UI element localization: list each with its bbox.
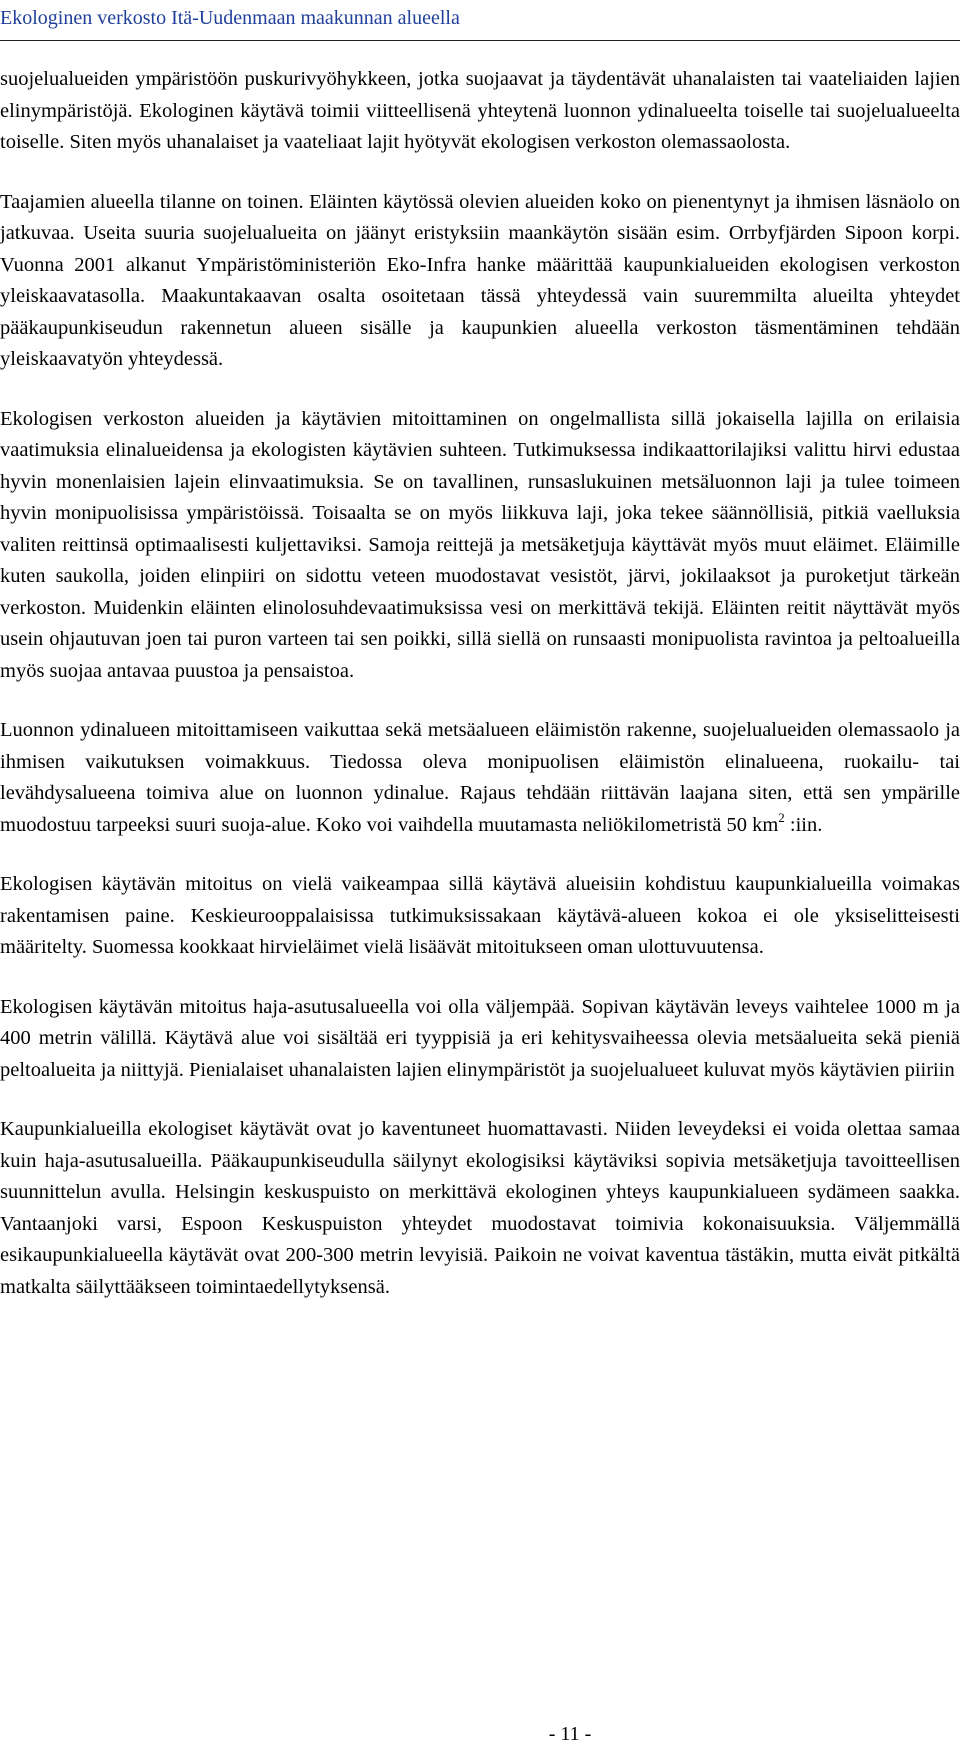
header-rule xyxy=(0,40,960,41)
paragraph-urban-corridors: Kaupunkialueilla ekologiset käytävät ovat jo kaventuneet huomattavasti. Niiden leveydeksi ei voida olettaa samaa kuin haja-asutusalueilla. Pääkaupunkiseudulla säilynyt ekologisiksi käytäviksi sopivia metsäketjuja tavoitteellisen suunnittelun avulla. Helsingin keskuspuisto on merkittävä ekologinen yhteys kaupunkialueen sydämeen saakka. Vantaanjoki varsi, Espoon Keskuspuiston yhteydet muodostavat toimivia kokonaisuuksia. Väljemmällä esikaupunkialueella käytävät ovat 200-300 metrin levyisiä. Paikoin ne voivat kaventua tästäkin, mutta eivät pitkältä matkalta säilyttääkseen toimintaedellytyksensä. xyxy=(0,1118,960,1298)
page-number: - 11 - xyxy=(548,1723,592,1745)
core-area-suffix: :iin. xyxy=(784,813,823,836)
paragraph-rural-corridors: Ekologisen käytävän mitoitus haja-asutusalueella voi olla väljempää. Sopivan käytävän leveys vaihtelee 1000 m ja 400 metrin välillä. Käytävä alue voi sisältää eri tyyppisiä ja eri kehitysvaiheessa olevia metsäalueita sekä pieniä peltoalueita ja niittyjä. Pienialaiset uhanalaisten lajien elinympäristöt ja suojelualueet kuluvat myös käytävien piiriin xyxy=(0,995,960,1081)
core-area-text: Luonnon ydinalueen mitoittamiseen vaikuttaa sekä metsäalueen eläimistön rakenne, suojelualueiden olemassaolo ja ihmisen vaikutuksen voimakkuus. Tiedossa oleva monipuolisen eläimistön elinalueena, ruokailu- tai levähdysalueena toimiva alue on luonnon ydinalue. Rajaus tehdään riittävän laajana siten, että sen ympärille muodostuu tarpeeksi suuri suoja-alue. Koko voi vaihdella muutamasta neliökilometristä 50 km xyxy=(0,719,960,836)
paragraph-network-sizing: Ekologisen verkoston alueiden ja käytävien mitoittaminen on ongelmallista sillä jokaisella lajilla on erilaisia vaatimuksia elinalueidensa ja ekologisten käytävien suhteen. Tutkimuksessa indikaattorilajiksi valittu hirvi edustaa hyvin monenlaisien lajein elinvaatimuksia. Se on tavallinen, runsaslukuinen metsäluonnon laji ja tulee toimeen hyvin monipuolisissa ympäristöissä. Toisaalta se on myös liikkuva laji, joka tekee säännöllisiä, pitkiä vaelluksia valiten reittinsä optimaalisesti kuljettaviksi. Samoja reittejä ja metsäketjuja käyttävät myös muut eläimet. Eläimille kuten saukolla, joiden elinpiiri on sidottu veteen muodostavat vesistöt, järvi, jokilaaksot ja puroketjut tärkeän verkoston. Muidenkin eläinten elinolosuhdevaatimuksissa vesi on merkittävä tekijä. Eläinten reitit näyttävät myös usein ohjautuvan joen tai puron varteen tai sen poikki, sillä siellä on runsaasti monipuolista ravintoa ja peltoalueilla myös suojaa antavaa puustoa ja pensaistoa. xyxy=(0,407,960,682)
paragraph-urban-areas: Taajamien alueella tilanne on toinen. Eläinten käytössä olevien alueiden koko on pienentynyt ja ihmisen läsnäolo on jatkuvaa. Useita suuria suojelualueita on jäänyt eristyksiin maankäytön sisään esim. Orrbyfjärden Sipoon korpi. Vuonna 2001 alkanut Ympäristöministeriön Eko-Infra hanke määrittää kaupunkialueiden ekologisen verkoston yleiskaavatasolla. Maakuntakaavan osalta osoitetaan tässä yhteydessä vain suuremmilta alueilta yhteydet pääkaupunkiseudun rakennetun alueen sisälle ja kaupunkien alueella verkoston täsmentäminen tehdään yleiskaavatyön yhteydessä. xyxy=(0,190,960,370)
area-unit-superscript: 2 xyxy=(778,809,785,825)
paragraph-corridor-sizing: Ekologisen käytävän mitoitus on vielä vaikeampaa sillä käytävä alueisiin kohdistuu kaupunkialueilla voimakas rakentamisen paine. Keskieurooppalaisissa tutkimuksissakaan käytävä-alueen kokoa ei ole yksiselitteisesti määritelty. Suomessa kookkaat hirvieläimet vielä lisäävät mitoitukseen oman ulottuvuutensa. xyxy=(0,873,960,958)
paragraph-buffer-zones: suojelualueiden ympäristöön puskurivyöhykkeen, jotka suojaavat ja täydentävät uhanalaisten tai vaateliaiden lajien elinympäristöjä. Ekologinen käytävä toimii viitteellisenä yhteytenä luonnon ydinalueelta toiselle tai suojelualueelta toiselle. Siten myös uhanalaiset ja vaateliaat lajit hyötyvät ekologisen verkoston olemassaolosta. xyxy=(0,68,960,153)
running-header: Ekologinen verkosto Itä-Uudenmaan maakunnan alueella xyxy=(0,7,460,29)
paragraph-core-area-sizing xyxy=(0,715,960,841)
body-text xyxy=(0,64,960,1331)
